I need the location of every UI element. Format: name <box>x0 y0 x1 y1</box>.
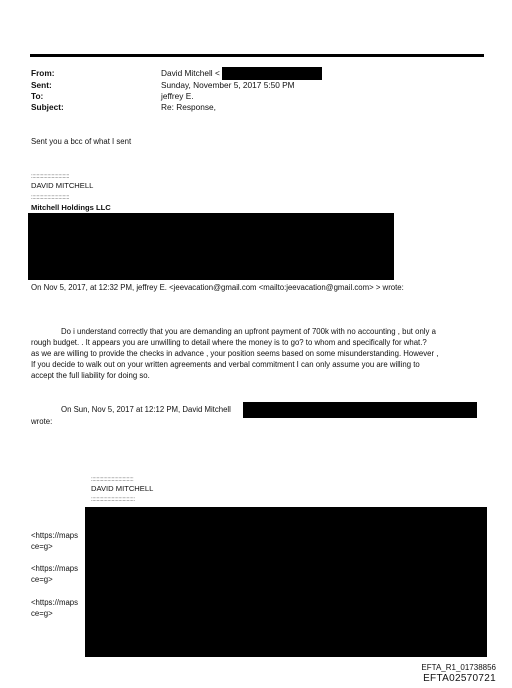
link-3-line-1[interactable]: <https://maps <box>31 598 79 607</box>
link-3-line-2[interactable]: ce=g> <box>31 609 53 618</box>
quote-intro: On Nov 5, 2017, at 12:32 PM, jeffrey E. <jeevacation@gmail.com <mailto:jeevacation@gmail.com> > wrote: <box>31 283 404 292</box>
sent-label: Sent: <box>31 80 52 90</box>
paragraph-line-5: accept the full liability for doing so. <box>31 371 150 380</box>
intro-text: Sent you a bcc of what I sent <box>31 137 132 146</box>
bates-number-small: EFTA_R1_01738856 <box>421 663 496 672</box>
subject-label: Subject: <box>31 102 64 112</box>
redaction-from-email <box>222 67 322 80</box>
signature2-name: DAVID MITCHELL <box>91 484 154 493</box>
quote2-intro: On Sun, Nov 5, 2017 at 12:12 PM, David Mitchell <box>61 405 231 414</box>
redaction-links-block <box>85 507 487 657</box>
quote2-wrote: wrote: <box>31 417 53 426</box>
subject-value: Re: Response, <box>161 102 216 112</box>
header-rule <box>30 54 484 57</box>
paragraph-line-3: as we are willing to provide the checks in advance , your position seems based on some misunderstanding. However , <box>31 349 439 358</box>
signature-company: Mitchell Holdings LLC <box>31 203 111 212</box>
paragraph-line-2: rough budget. . It appears you are unwilling to detail where the money is to go? to whom and specifically for what.? <box>31 338 427 347</box>
link-1-line-1[interactable]: <https://maps <box>31 531 79 540</box>
from-value: David Mitchell < <box>161 68 220 78</box>
link-1-line-2[interactable]: ce=g> <box>31 542 53 551</box>
to-label: To: <box>31 91 44 101</box>
paragraph-line-1: Do i understand correctly that you are demanding an upfront payment of 700k with no accounting , but only a <box>61 327 436 336</box>
signature-divider-top: :::::::::::::::::::::::::::: <box>31 174 70 180</box>
from-label: From: <box>31 68 55 78</box>
link-2-line-2[interactable]: ce=g> <box>31 575 53 584</box>
to-value: jeffrey E. <box>161 91 194 101</box>
paragraph-line-4: If you decide to walk out on your written agreements and verbal commitment I can only assume you are willing to <box>31 360 420 369</box>
signature2-divider-bottom: :::::::::::::::::::::::::::::::: <box>91 497 135 503</box>
signature-divider-bottom: :::::::::::::::::::::::::::: <box>31 195 70 201</box>
signature-name: DAVID MITCHELL <box>31 181 94 190</box>
bates-number-large: EFTA02570721 <box>423 673 496 684</box>
redaction-signature-block <box>28 213 394 280</box>
link-2-line-1[interactable]: <https://maps <box>31 564 79 573</box>
sent-value: Sunday, November 5, 2017 5:50 PM <box>161 80 295 90</box>
redaction-quote2-email <box>243 402 477 418</box>
signature2-divider-top: ::::::::::::::::::::::::::::::: <box>91 477 134 483</box>
